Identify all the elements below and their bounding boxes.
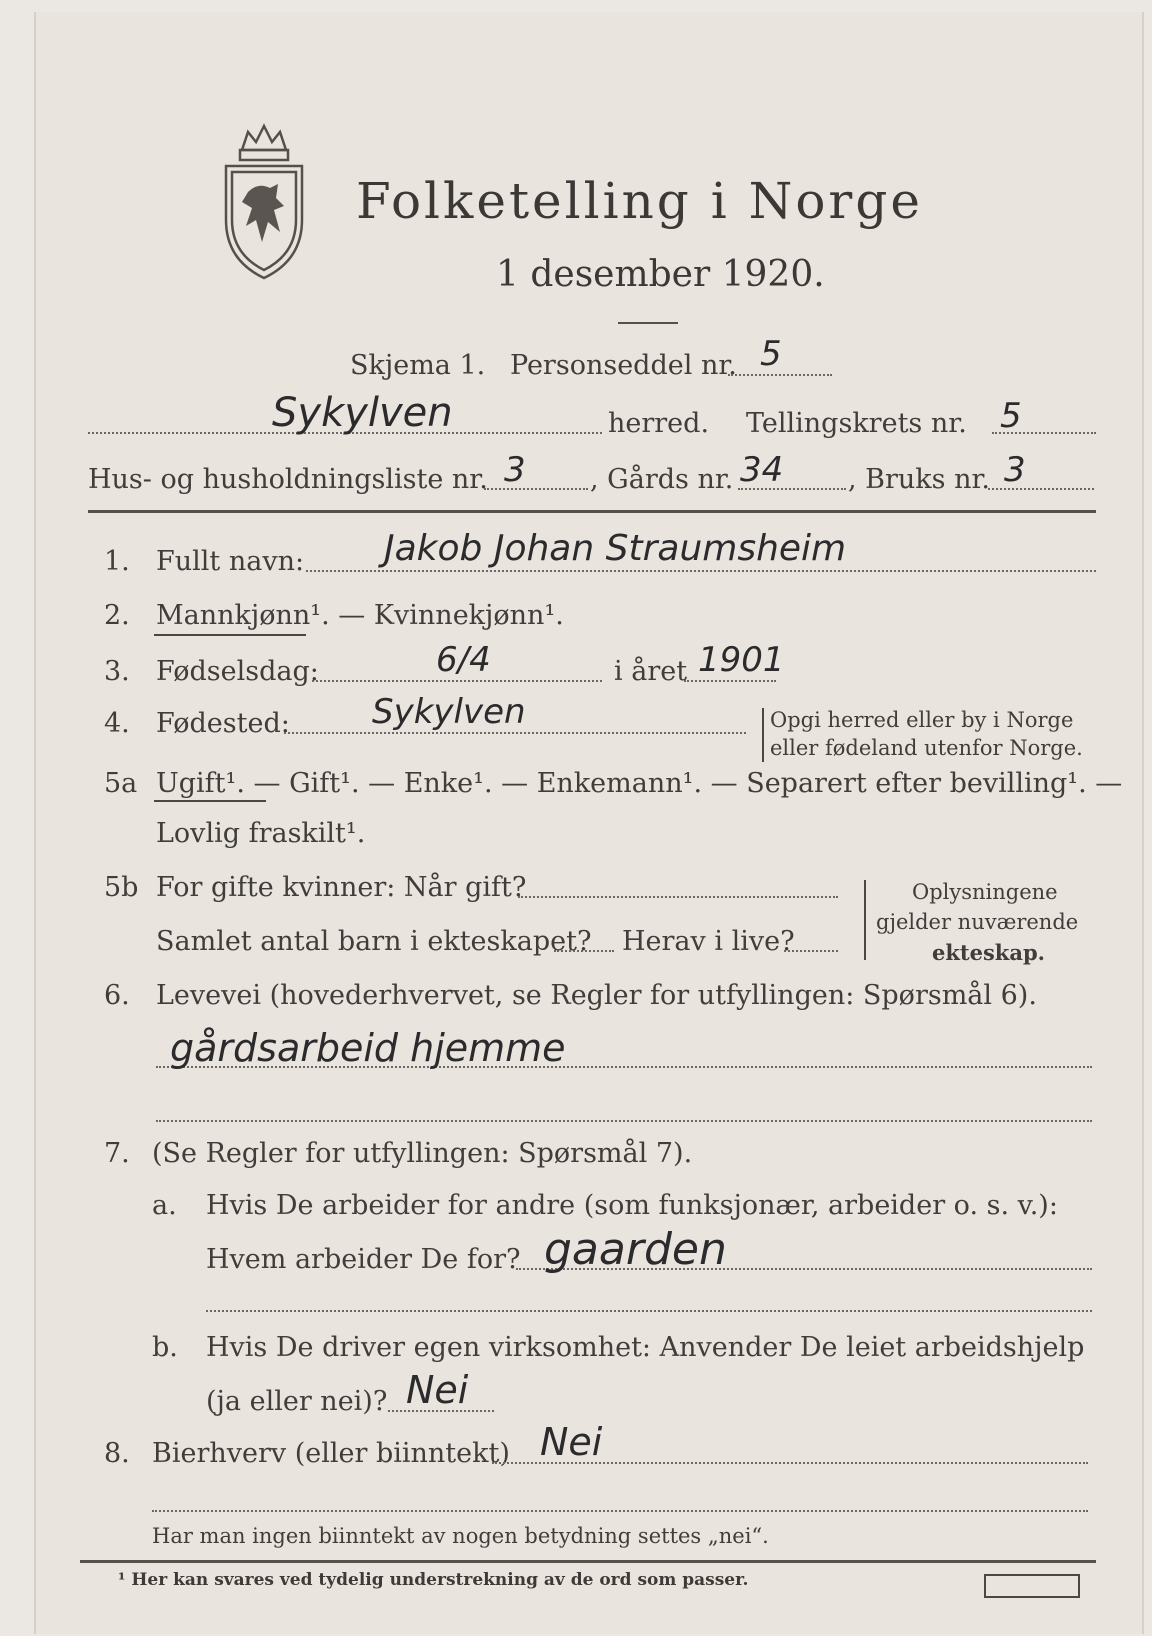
q5b-note-line1: Oplysningene: [912, 880, 1058, 904]
q5b-note-line3: ekteskap.: [932, 940, 1045, 965]
form-title: Folketelling i Norge: [356, 172, 923, 230]
q4-value: Sykylven: [372, 692, 526, 732]
q1-value: Jakob Johan Straumsheim: [384, 528, 847, 569]
herred-value: Sykylven: [272, 390, 453, 436]
q5a-line2: Lovlig fraskilt¹.: [156, 818, 366, 849]
q8-label: Bierhverv (eller biinntekt): [152, 1438, 510, 1469]
hus-value: 3: [504, 450, 526, 490]
q2-text: Mannkjønn¹. — Kvinnekjønn¹.: [156, 600, 564, 631]
q1-number: 1.: [104, 546, 130, 577]
printer-stamp-icon: [984, 1574, 1080, 1598]
q5a-ugift-underline: [154, 800, 266, 802]
herred-label: herred.: [608, 408, 710, 439]
q4-label: Fødested:: [156, 708, 290, 739]
q7a-field-line-2: [206, 1310, 1092, 1312]
q3-date-value: 6/4: [436, 640, 491, 680]
tellingskrets-label: Tellingskrets nr.: [746, 408, 967, 439]
bruks-label: , Bruks nr.: [848, 464, 991, 495]
q6-text: Levevei (hovederhvervet, se Regler for utfyllingen: Spørsmål 6).: [156, 980, 1037, 1011]
q8-field-line-2: [152, 1510, 1088, 1512]
q3-year-field-line: [684, 680, 776, 682]
q5a-line1: Ugift¹. — Gift¹. — Enke¹. — Enkemann¹. — Separert efter bevilling¹. —: [156, 768, 1123, 799]
q3-year-label: i året: [614, 656, 688, 687]
q5b-line1: For gifte kvinner: Når gift?: [156, 872, 527, 903]
q5b-children-field-line: [554, 950, 614, 952]
q5b-children-label: Samlet antal barn i ekteskapet?: [156, 926, 592, 957]
q7a-line2: Hvem arbeider De for?: [206, 1244, 521, 1275]
q3-year-value: 1901: [698, 640, 785, 680]
footnote: ¹ Her kan svares ved tydelig understrekning av de ord som passer.: [118, 1570, 749, 1590]
hus-field-line: [484, 488, 588, 490]
q5a-number: 5a: [104, 768, 138, 799]
tellingskrets-value: 5: [1000, 396, 1022, 436]
gards-label: , Gårds nr.: [590, 464, 734, 495]
q7-text: (Se Regler for utfyllingen: Spørsmål 7).: [152, 1138, 693, 1169]
q7b-line2: (ja eller nei)?: [206, 1386, 388, 1417]
q1-field-line: [306, 570, 1096, 572]
q5b-alive-label: Herav i live?: [622, 926, 795, 957]
personseddel-value: 5: [760, 334, 782, 374]
title-divider: [618, 322, 678, 324]
q5b-married-field-line: [518, 896, 838, 898]
q2-mannkjonn-underline: [154, 634, 306, 636]
q7a-line1: Hvis De arbeider for andre (som funksjonær, arbeider o. s. v.):: [206, 1190, 1058, 1221]
bruks-value: 3: [1004, 450, 1026, 490]
gards-value: 34: [740, 450, 784, 490]
personseddel-label: Personseddel nr.: [510, 350, 737, 381]
schema-label: Skjema 1.: [350, 350, 486, 381]
footnote-rule: [80, 1560, 1096, 1563]
q7a-letter: a.: [152, 1190, 177, 1221]
q7a-value: gaarden: [544, 1224, 727, 1275]
q8-number: 8.: [104, 1438, 130, 1469]
q4-field-line: [284, 732, 746, 734]
q5b-alive-field-line: [784, 950, 838, 952]
q5b-note-brace: [864, 880, 866, 960]
coat-of-arms-icon: [218, 122, 310, 282]
q4-note-line1: Opgi herred eller by i Norge: [770, 708, 1074, 732]
q7-number: 7.: [104, 1138, 130, 1169]
q7b-value: Nei: [406, 1368, 469, 1412]
q7b-letter: b.: [152, 1332, 178, 1363]
q1-label: Fullt navn:: [156, 546, 305, 577]
header-rule: [88, 510, 1096, 513]
q8-note: Har man ingen biinntekt av nogen betydning settes „nei“.: [152, 1524, 769, 1548]
q3-label: Fødselsdag:: [156, 656, 319, 687]
q6-field-line-2: [156, 1120, 1092, 1122]
personseddel-field-line: [728, 374, 832, 376]
q5b-note-line2: gjelder nuværende: [876, 910, 1079, 934]
q8-value: Nei: [540, 1420, 603, 1464]
hus-label: Hus- og husholdningsliste nr.: [88, 464, 488, 495]
q6-number: 6.: [104, 980, 130, 1011]
census-date: 1 desember 1920.: [496, 254, 825, 295]
q4-number: 4.: [104, 708, 130, 739]
q2-number: 2.: [104, 600, 130, 631]
q5b-number: 5b: [104, 872, 139, 903]
q4-note-line2: eller fødeland utenfor Norge.: [770, 736, 1083, 760]
q6-value: gårdsarbeid hjemme: [170, 1026, 566, 1070]
q3-number: 3.: [104, 656, 130, 687]
q4-note-brace: [762, 708, 764, 762]
q7b-line1: Hvis De driver egen virksomhet: Anvender De leiet arbeidshjelp: [206, 1332, 1085, 1363]
q3-date-field-line: [312, 680, 602, 682]
